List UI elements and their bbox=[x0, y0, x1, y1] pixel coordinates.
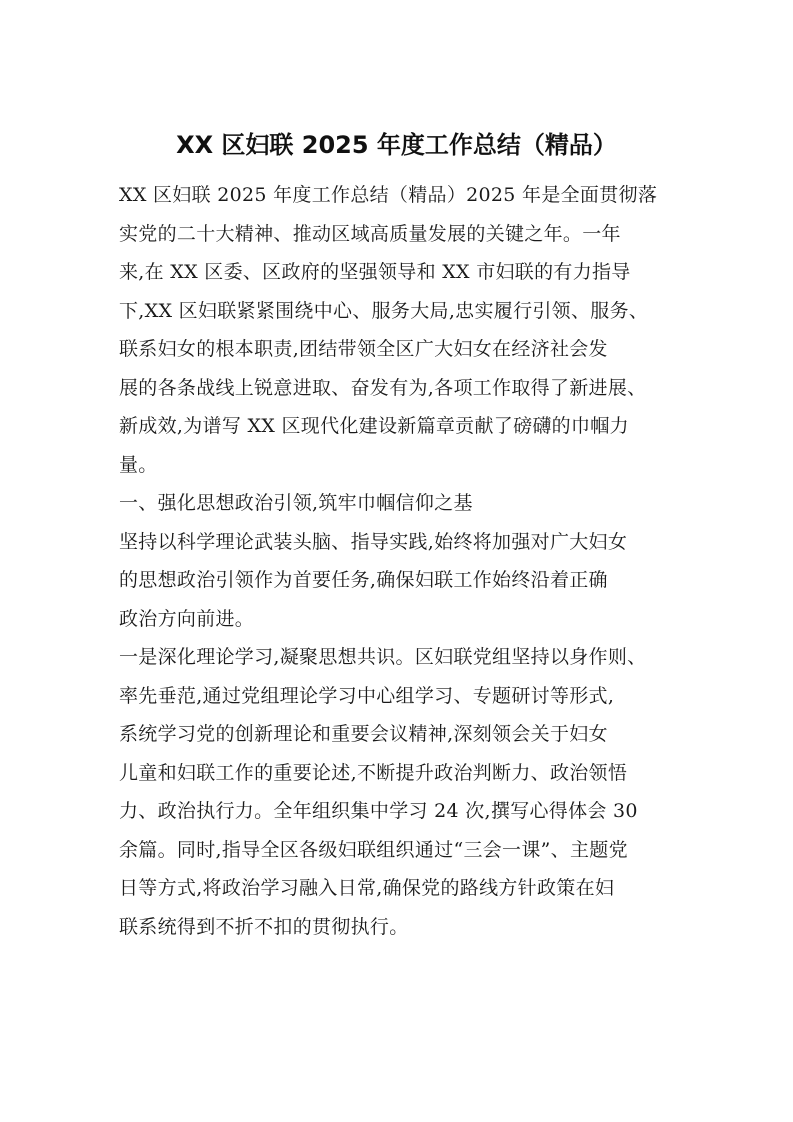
paragraph-line: 实党的二十大精神、推动区域高质量发展的关键之年。一年 bbox=[119, 222, 621, 245]
paragraph-line: XX 区妇联 2025 年度工作总结（精品）2025 年是全面贯彻落 bbox=[119, 184, 658, 206]
paragraph-line: 日等方式,将政治学习融入日常,确保党的路线方针政策在妇 bbox=[119, 877, 615, 899]
paragraph-line: 的思想政治引领作为首要任务,确保妇联工作始终沿着正确 bbox=[119, 569, 608, 591]
paragraph-line: 来,在 XX 区委、区政府的坚强领导和 XX 市妇联的有力指导 bbox=[119, 261, 631, 283]
paragraph-line: 量。 bbox=[119, 453, 158, 476]
paragraph-line: 展的各条战线上锐意进取、奋发有为,各项工作取得了新进展、 bbox=[119, 376, 647, 399]
paragraph-line: 联系妇女的根本职责,团结带领全区广大妇女在经济社会发 bbox=[119, 338, 608, 360]
document-title: XX 区妇联 2025 年度工作总结（精品） bbox=[176, 131, 617, 159]
paragraph-line: 一是深化理论学习,凝聚思想共识。区妇联党组坚持以身作则、 bbox=[119, 646, 647, 668]
paragraph-line: 新成效,为谱写 XX 区现代化建设新篇章贡献了磅礴的巾帼力 bbox=[119, 415, 629, 437]
paragraph-line: 下,XX 区妇联紧紧围绕中心、服务大局,忠实履行引领、服务、 bbox=[119, 299, 649, 322]
document-body bbox=[119, 176, 689, 946]
paragraph-line: 系统学习党的创新理论和重要会议精神,深刻领会关于妇女 bbox=[119, 723, 608, 745]
paragraph-line: 力、政治执行力。全年组织集中学习 24 次,撰写心得体会 30 bbox=[119, 800, 638, 822]
paragraph-line: 儿童和妇联工作的重要论述,不断提升政治判断力、政治领悟 bbox=[119, 761, 628, 784]
paragraph-line: 政治方向前进。 bbox=[119, 607, 255, 630]
paragraph-line: 联系统得到不折不扣的贯彻执行。 bbox=[119, 915, 409, 938]
paragraph-line: 率先垂范,通过党组理论学习中心组学习、专题研讨等形式, bbox=[119, 684, 615, 707]
paragraph-line: 坚持以科学理论武装头脑、指导实践,始终将加强对广大妇女 bbox=[119, 530, 628, 553]
paragraph-line: 余篇。同时,指导全区各级妇联组织通过“三会一课”、主题党 bbox=[119, 838, 628, 861]
section-heading: 一、强化思想政治引领,筑牢巾帼信仰之基 bbox=[119, 492, 473, 514]
